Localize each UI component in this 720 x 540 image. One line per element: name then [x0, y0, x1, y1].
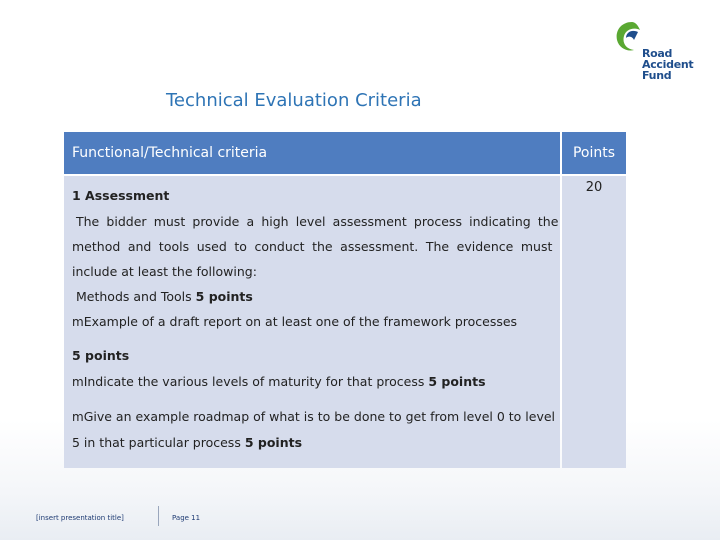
item-methods-points: 5 points: [195, 289, 253, 304]
bullet-icon: m: [72, 315, 84, 329]
road-accident-fund-logo: [612, 18, 692, 88]
paragraph-line-1: [76, 214, 559, 229]
criteria-cell: [64, 176, 560, 468]
paragraph-line-2: method and tools used to conduct the assessment. The evidence must: [72, 239, 553, 254]
paragraph-line-3: include at least the following:: [72, 264, 257, 279]
item-roadmap-line-2: [72, 435, 302, 450]
logo-line-road: Road: [642, 47, 673, 60]
item-draft-report: [72, 314, 517, 329]
item-draft-report-text: Example of a draft report on at least one of the framework processes: [83, 314, 518, 329]
points-cell: [562, 176, 626, 468]
logo-line-accident: Accident: [642, 58, 694, 71]
item-maturity-text: Indicate the various levels of maturity for that process: [83, 374, 425, 389]
criteria-table: [64, 132, 626, 468]
bullet-icon: m: [72, 410, 84, 424]
paragraph-line-1-text: The bidder must provide a high level assessment process indicating the: [76, 214, 559, 229]
page-title: Technical Evaluation Criteria: [166, 90, 422, 111]
item-draft-report-points: 5 points: [72, 348, 130, 363]
item-maturity-points: 5 points: [428, 374, 486, 389]
item-roadmap: [72, 409, 555, 424]
logo-text: [642, 48, 693, 81]
bullet-icon: m: [72, 375, 84, 389]
logo-line-fund: Fund: [642, 69, 672, 82]
footer-divider: [158, 506, 159, 526]
header-criteria: Functional/Technical criteria: [64, 132, 560, 174]
footer-presentation-title: [insert presentation title]: [36, 514, 124, 522]
footer-page-number: Page 11: [172, 514, 201, 522]
item-methods: [76, 289, 253, 304]
header-points: Points: [562, 132, 626, 174]
item-roadmap-points: 5 points: [244, 435, 303, 450]
item-methods-text: Methods and Tools: [76, 289, 192, 304]
points-value: 20: [585, 180, 603, 195]
item-roadmap-text: Give an example roadmap of what is to be done to get from level 0 to level: [83, 409, 556, 424]
item-maturity: [72, 374, 486, 389]
item-roadmap-text-2: 5 in that particular process: [72, 435, 241, 450]
section-heading: 1 Assessment: [72, 188, 170, 203]
